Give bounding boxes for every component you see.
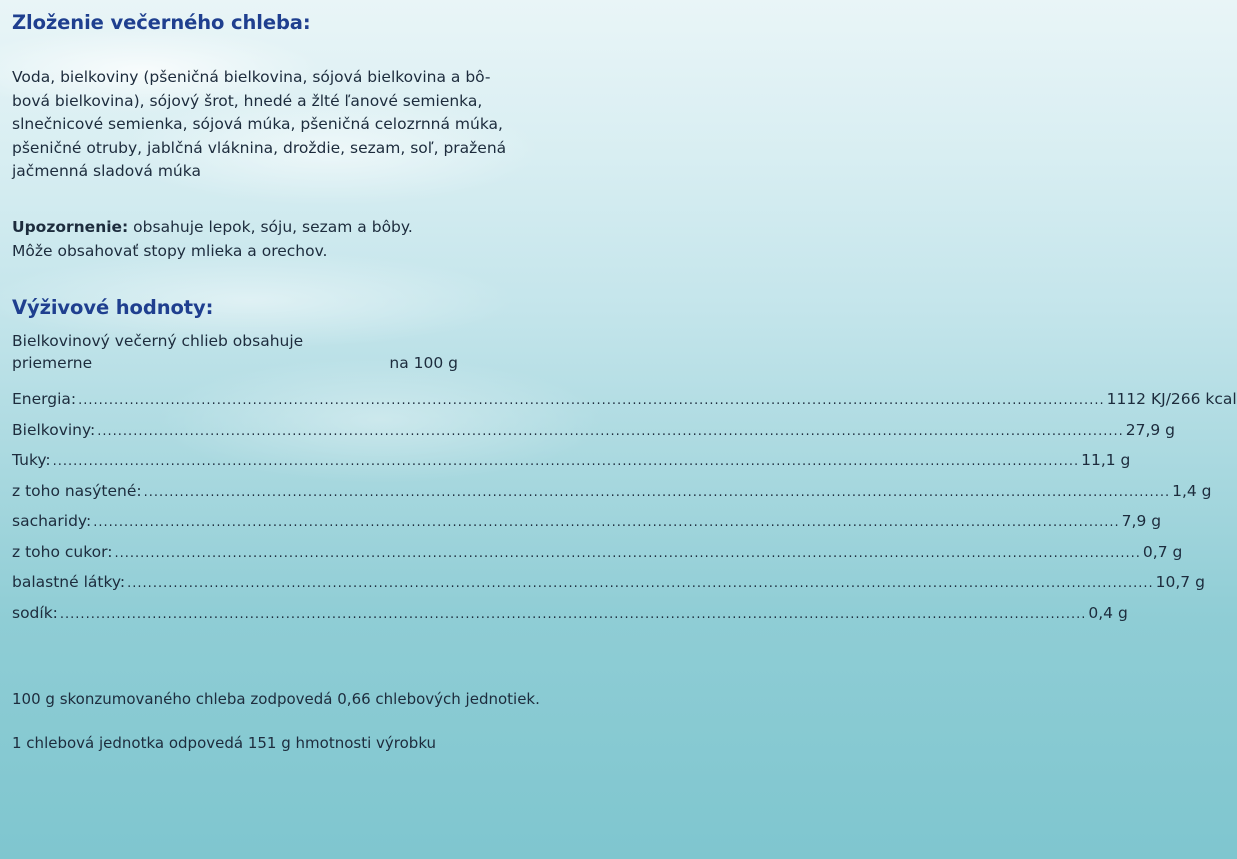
nutrition-table (12, 390, 1237, 634)
nutrition-row (12, 573, 1205, 604)
nutrient-value: 0,4 g (1088, 603, 1128, 622)
nutrient-label: Bielkoviny: (12, 420, 96, 439)
nutrient-label: Tuky: (12, 451, 51, 469)
nutrition-row (12, 512, 1162, 543)
dot-leader: ........................................................................................................................................................................................................ (143, 484, 1171, 500)
bread-unit-footnote (12, 666, 597, 776)
footnote-line1: 100 g skonzumovaného chleba zodpovedá 0,66 chlebových jednotiek. (12, 690, 540, 708)
dot-leader: ........................................................................................................................................................................................................ (127, 576, 1154, 591)
nutrition-row (12, 481, 1212, 513)
nutrition-row (12, 542, 1183, 574)
nutrition-row (12, 390, 1237, 421)
dot-leader: ........................................................................................................................................................................................................ (52, 454, 1080, 469)
nutrient-value: 11,1 g (1081, 451, 1131, 469)
composition-heading: Zloženie večerného chleba: (12, 11, 311, 34)
dot-leader: ........................................................................................................................................................................................................ (93, 515, 1120, 530)
nutrient-value: 10,7 g (1155, 573, 1205, 591)
dot-leader: ........................................................................................................................................................................................................ (114, 545, 1141, 561)
allergen-warning (12, 216, 597, 263)
nutrient-value: 7,9 g (1121, 512, 1162, 530)
nutrient-label: Energia: (12, 390, 77, 408)
nutrition-row (12, 420, 1176, 452)
ingredients-text: Voda, bielkoviny (pšeničná bielkovina, sójová bielkovina a bô- bová bielkovina), sójový šrot, hnedé a žlté ľanové semienka, slnečnicové semienka, sójová múka, pšeničná celozrnná múka, pšeničné otruby, jablčná vláknina, droždie, sezam, soľ, pražená jačmenná sladová múka (12, 68, 507, 180)
nutrition-row (12, 451, 1131, 482)
dot-leader: ........................................................................................................................................................................................................ (97, 423, 1124, 439)
nutrient-value: 1,4 g (1172, 481, 1212, 500)
nutrition-intro-line2: priemerne (12, 354, 93, 372)
nutrition-row (12, 603, 1128, 635)
nutrient-value: 0,7 g (1142, 542, 1183, 561)
nutrient-label: balastné látky: (12, 573, 126, 591)
nutrient-label: sacharidy: (12, 512, 92, 530)
footnote-line2: 1 chlebová jednotka odpovedá 151 g hmotnosti výrobku (12, 734, 437, 752)
warning-text: obsahuje lepok, sóju, sezam a bôby. Môže obsahovať stopy mlieka a orechov. (12, 218, 413, 260)
warning-label: Upozornenie: (12, 218, 129, 236)
dot-leader: ........................................................................................................................................................................................................ (59, 606, 1087, 622)
nutrition-heading: Výživové hodnoty: (12, 296, 214, 319)
nutrition-intro (12, 330, 458, 374)
per-unit-label: na 100 g (389, 354, 458, 372)
nutrient-value: 27,9 g (1125, 420, 1176, 439)
nutrition-intro-line1: Bielkovinový večerný chlieb obsahuje (12, 332, 304, 350)
nutrient-label: z toho cukor: (12, 542, 113, 561)
nutrition-intro-row (12, 352, 458, 374)
dot-leader: ........................................................................................................................................................................................................ (78, 393, 1105, 408)
nutrient-label: z toho nasýtené: (12, 481, 142, 500)
nutrient-label: sodík: (12, 603, 58, 622)
nutrient-value: 1112 KJ/266 kcal (1106, 390, 1237, 408)
